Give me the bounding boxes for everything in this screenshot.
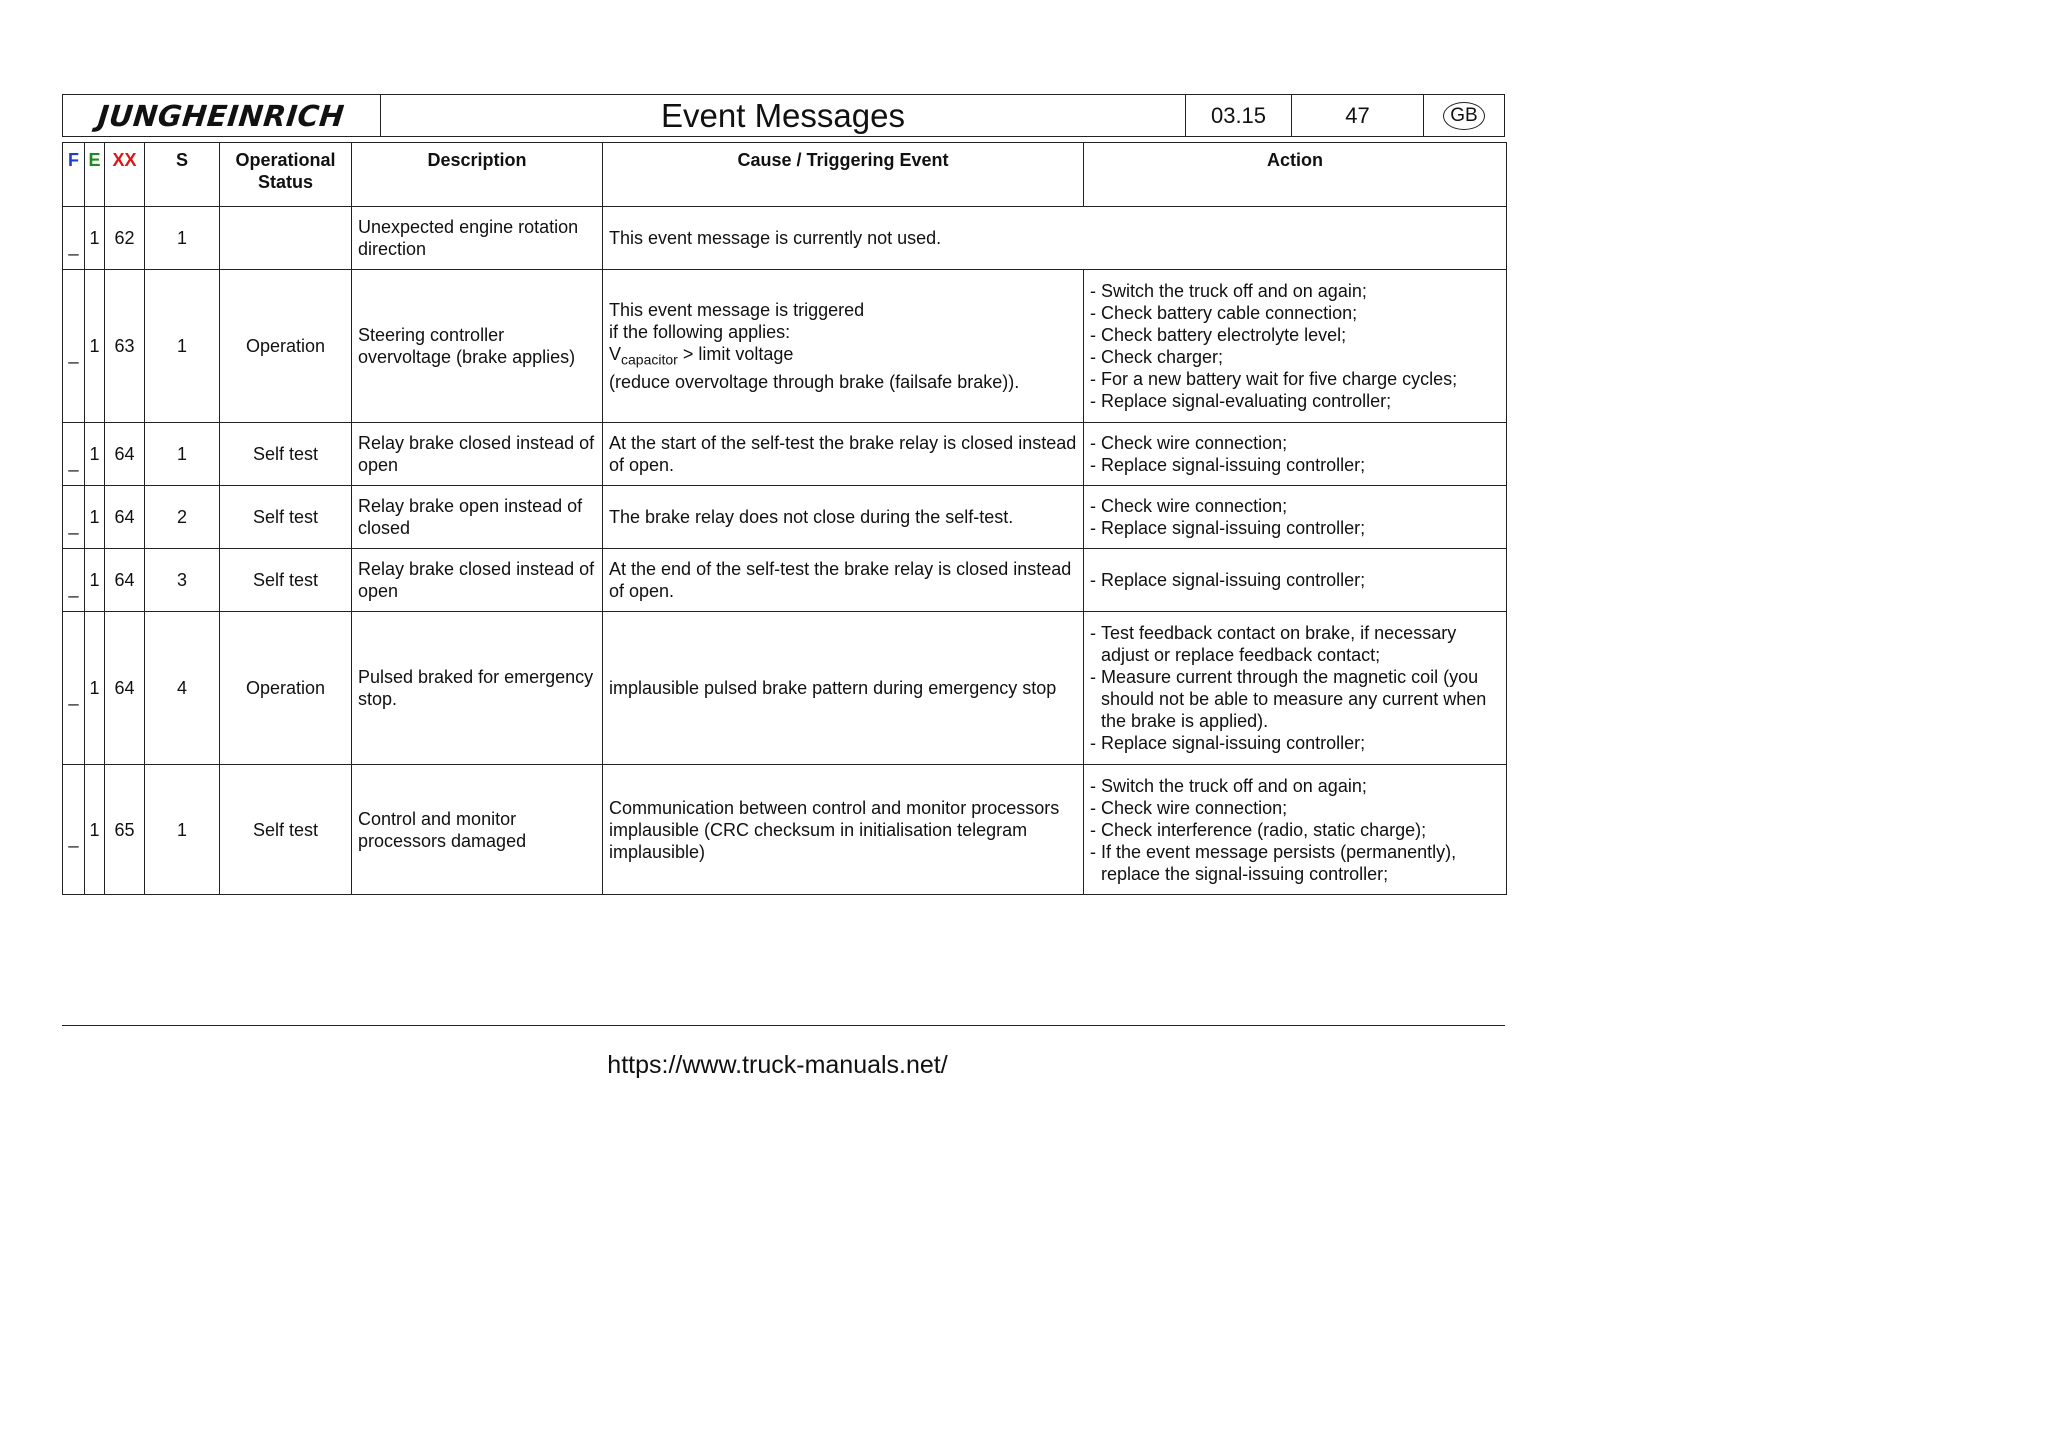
column-header-xx: XX — [105, 143, 145, 207]
action-item: - Replace signal-issuing controller; — [1090, 733, 1366, 753]
variable-symbol: V — [609, 344, 622, 365]
cell-xx: 64 — [105, 423, 145, 486]
cause-line: if the following applies: — [609, 322, 791, 343]
cell-cause: At the end of the self-test the brake relay is closed instead of open. — [603, 549, 1084, 612]
cell-xx: 64 — [105, 612, 145, 765]
cell-f: _ — [63, 612, 85, 765]
cell-status: Operation — [220, 612, 352, 765]
cell-action — [1084, 765, 1507, 895]
event-messages-table — [62, 142, 1507, 895]
cell-action — [1084, 549, 1507, 612]
cell-cause: The brake relay does not close during the self-test. — [603, 486, 1084, 549]
cause-line: This event message is triggered — [609, 300, 865, 321]
brand-logo: JUNGHEINRICH — [96, 98, 347, 133]
action-item: - Check battery cable connection; — [1090, 303, 1358, 323]
cell-s: 2 — [145, 486, 220, 549]
cell-status — [220, 207, 352, 270]
action-item: - Check wire connection; — [1090, 496, 1288, 516]
action-item: - Check charger; — [1090, 347, 1224, 367]
action-item: - Replace signal-issuing controller; — [1090, 455, 1366, 475]
cell-e: 1 — [85, 612, 105, 765]
cell-description: Relay brake closed instead of open — [352, 423, 603, 486]
language-cell — [1424, 95, 1504, 136]
cell-e: 1 — [85, 207, 105, 270]
cell-f: _ — [63, 207, 85, 270]
table-header-row — [63, 143, 1507, 207]
action-item: - Check interference (radio, static charge); — [1090, 819, 1427, 840]
column-header-cause: Cause / Triggering Event — [603, 143, 1084, 207]
action-item: - Check wire connection; — [1090, 433, 1288, 453]
footer-divider — [62, 1025, 1505, 1026]
page-header — [62, 94, 1505, 137]
cell-f: _ — [63, 423, 85, 486]
cell-e: 1 — [85, 765, 105, 895]
cell-description: Relay brake open instead of closed — [352, 486, 603, 549]
cell-e: 1 — [85, 486, 105, 549]
cell-action — [1084, 270, 1507, 423]
action-item: - Switch the truck off and on again; — [1090, 775, 1367, 796]
cell-s: 4 — [145, 612, 220, 765]
brand-logo-cell — [63, 95, 381, 136]
cell-xx: 64 — [105, 486, 145, 549]
cell-s: 1 — [145, 423, 220, 486]
cell-cause: implausible pulsed brake pattern during emergency stop — [603, 612, 1084, 765]
table-row — [63, 423, 1507, 486]
cell-e: 1 — [85, 423, 105, 486]
table-row — [63, 207, 1507, 270]
cell-cause: Communication between control and monitor processors implausible (CRC checksum in initialisation telegram implausible) — [603, 765, 1084, 895]
cell-s: 1 — [145, 207, 220, 270]
cell-status: Operation — [220, 270, 352, 423]
action-item: - If the event message persists (permanently), replace the signal-issuing controller; — [1090, 841, 1457, 884]
table-row — [63, 765, 1507, 895]
cell-f: _ — [63, 549, 85, 612]
action-item: - For a new battery wait for five charge cycles; — [1090, 369, 1458, 389]
document-date: 03.15 — [1186, 95, 1292, 136]
table-row — [63, 270, 1507, 423]
cell-description: Relay brake closed instead of open — [352, 549, 603, 612]
cell-action — [1084, 486, 1507, 549]
action-item: - Replace signal-issuing controller; — [1090, 518, 1366, 538]
column-header-action: Action — [1084, 143, 1507, 207]
condition-text: > limit voltage — [677, 344, 794, 365]
column-header-e: E — [85, 143, 105, 207]
table-row — [63, 549, 1507, 612]
cell-xx: 62 — [105, 207, 145, 270]
cell-status: Self test — [220, 549, 352, 612]
action-item: - Measure current through the magnetic coil (you should not be able to measure any current when the brake is applied). — [1090, 667, 1487, 731]
cell-xx: 64 — [105, 549, 145, 612]
cell-action — [1084, 612, 1507, 765]
language-badge: GB — [1443, 102, 1484, 130]
cell-e: 1 — [85, 549, 105, 612]
cell-s: 1 — [145, 270, 220, 423]
cell-description: Pulsed braked for emergency stop. — [352, 612, 603, 765]
cell-status: Self test — [220, 765, 352, 895]
column-header-f: F — [63, 143, 85, 207]
variable-subscript: capacitor — [621, 351, 678, 368]
cell-f: _ — [63, 270, 85, 423]
column-header-status: Operational Status — [220, 143, 352, 207]
cell-s: 3 — [145, 549, 220, 612]
cell-xx: 63 — [105, 270, 145, 423]
cell-e: 1 — [85, 270, 105, 423]
cell-cause — [603, 270, 1084, 423]
cell-cause: At the start of the self-test the brake relay is closed instead of open. — [603, 423, 1084, 486]
cell-description: Unexpected engine rotation direction — [352, 207, 603, 270]
cell-s: 1 — [145, 765, 220, 895]
footer-url: https://www.truck-manuals.net/ — [607, 1051, 948, 1079]
cell-description: Control and monitor processors damaged — [352, 765, 603, 895]
cell-action — [1084, 423, 1507, 486]
column-header-description: Description — [352, 143, 603, 207]
cell-cause: This event message is currently not used. — [603, 207, 1507, 270]
cause-line: (reduce overvoltage through brake (failsafe brake)). — [609, 371, 1020, 392]
cell-status: Self test — [220, 486, 352, 549]
table-row — [63, 612, 1507, 765]
cell-f: _ — [63, 486, 85, 549]
action-item: - Replace signal-issuing controller; — [1090, 570, 1366, 590]
table-row — [63, 486, 1507, 549]
action-item: - Check wire connection; — [1090, 797, 1288, 818]
action-item: - Test feedback contact on brake, if necessary adjust or replace feedback contact; — [1090, 623, 1457, 665]
cell-status: Self test — [220, 423, 352, 486]
action-item: - Switch the truck off and on again; — [1090, 281, 1367, 301]
cell-xx: 65 — [105, 765, 145, 895]
action-item: - Check battery electrolyte level; — [1090, 325, 1347, 345]
action-item: - Replace signal-evaluating controller; — [1090, 391, 1392, 411]
cell-description: Steering controller overvoltage (brake applies) — [352, 270, 603, 423]
cell-f: _ — [63, 765, 85, 895]
page-title: Event Messages — [381, 95, 1186, 136]
cause-line — [609, 343, 1077, 371]
column-header-s: S — [145, 143, 220, 207]
page-number: 47 — [1292, 95, 1424, 136]
